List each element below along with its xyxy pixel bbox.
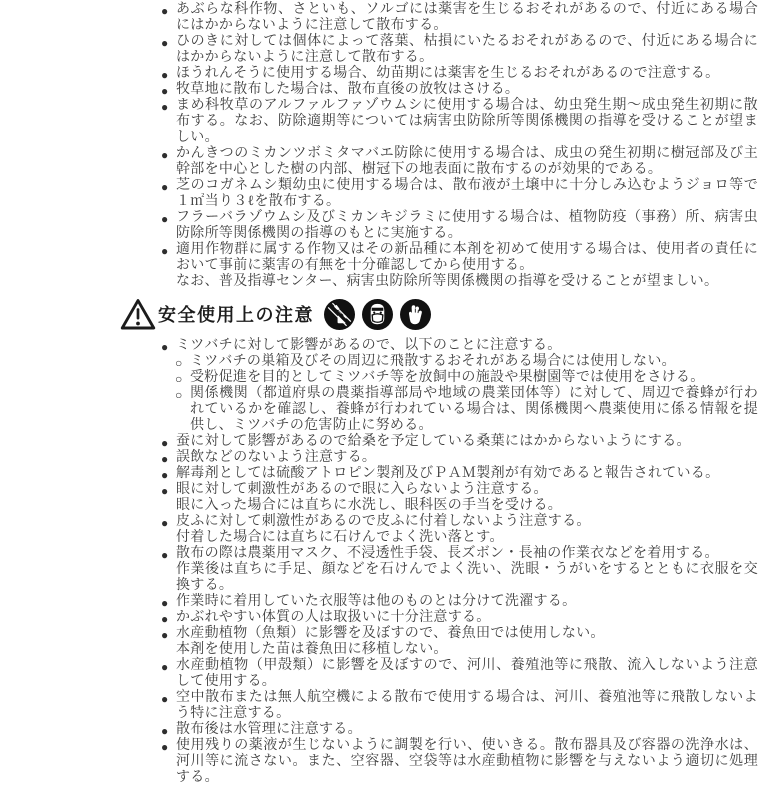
safety-heading [120,295,784,333]
note-text: 誤飲などのないよう注意する。 [176,450,758,466]
filled-bullet-marker: ● [161,659,169,675]
note-text: 皮ふに対して刺激性があるので皮ふに付着しないよう注意する。 [176,514,758,530]
note-text: 散布の際は農薬用マスク、不浸透性手袋、長ズボン・長袖の作業衣などを着用する。 [176,546,758,562]
note-text: 空中散布または無人航空機による散布で使用する場合は、河川、養殖池等に飛散しないよう特に注意する。 [176,690,758,722]
note-item [162,98,758,146]
filled-bullet-marker: ● [161,99,169,115]
filled-bullet-marker: ● [161,467,169,483]
filled-bullet-marker: ● [161,451,169,467]
note-text: ひのきに対しては個体によって落葉、枯損にいたるおそれがあるので、付近にある場合にはかからないように注意して散布する。 [176,34,758,66]
wear-gloves-icon [400,299,431,330]
filled-bullet-marker: ● [161,35,169,51]
safety-heading-title: 安全使用上の注意 [158,301,314,327]
note-item [162,338,758,354]
note-text: まめ科牧草のアルファルファゾウムシに使用する場合は、幼虫発生期〜成虫発生初期に散布する。なお、防除適期等については病害虫防除所等関係機関の指導を受けることが望ましい。 [176,98,758,146]
note-text: 眼に入った場合には直ちに水洗し、眼科医の手当を受ける。 [176,498,758,514]
filled-bullet-marker: ● [161,339,169,355]
warning-triangle-icon [120,298,156,331]
filled-bullet-marker: ● [161,67,169,83]
open-bullet-marker: ○ [175,387,183,403]
filled-bullet-marker: ● [161,83,169,99]
note-item [162,82,758,98]
note-item [162,34,758,66]
note-text: あぶらな科作物、さといも、ソルゴには薬害を生じるおそれがあるので、付近にある場合にはかからないように注意して散布する。 [176,2,758,34]
note-item [162,178,758,210]
note-text: フラーバラゾウムシ及びミカンキジラミに使用する場合は、植物防疫（事務）所、病害虫防除所等関係機関の指導のもとに実施する。 [176,210,758,242]
note-text: 作業時に着用していた衣服等は他のものとは分けて洗濯する。 [176,594,758,610]
note-text: 受粉促進を目的としてミツバチ等を放飼中の施設や果樹園等では使用をさける。 [190,370,758,386]
filled-bullet-marker: ● [161,179,169,195]
open-bullet-marker: ○ [175,371,183,387]
note-text: 牧草地に散布した場合は、散布直後の放牧はさける。 [176,82,758,98]
note-text: 芝のコガネムシ類幼虫に使用する場合は、散布液が土壌中に十分しみ込むようジョロ等で１㎡当り３ℓを散布する。 [176,178,758,210]
note-text: 付着した場合には直ちに石けんでよく洗い落とす。 [176,530,758,546]
note-text: 使用残りの薬液が生じないように調製を行い、使いきる。散布器具及び容器の洗浄水は、河川等に流さない。また、空容器、空袋等は水産動植物に影響を与えないよう適切に処理する。 [176,738,758,786]
note-text: ミツバチの巣箱及びその周辺に飛散するおそれがある場合には使用しない。 [190,354,758,370]
note-text: かんきつのミカンツボミタマバエ防除に使用する場合は、成虫の発生初期に樹冠部及び主幹部を中心とした樹の内部、樹冠下の地表面に散布するのが効果的である。 [176,146,758,178]
filled-bullet-marker: ● [161,739,169,755]
note-text: 水産動植物（甲殻類）に影響を及ぼすので、河川、養殖池等に飛散、流入しないよう注意して使用する。 [176,658,758,690]
open-bullet-marker: ○ [175,355,183,371]
filled-bullet-marker: ● [161,611,169,627]
note-text: 解毒剤としては硫酸アトロピン製剤及びＰＡＭ製剤が有効であると報告されている。 [176,466,758,482]
note-item [162,210,758,242]
filled-bullet-marker: ● [161,515,169,531]
pre-heading-notes-list [162,0,758,290]
note-text: なお、普及指導センター、病害虫防除所等関係機関の指導を受けることが望ましい。 [176,274,758,290]
note-item [162,690,758,722]
note-text: かぶれやすい体質の人は取扱いに十分注意する。 [176,610,758,626]
filled-bullet-marker: ● [161,547,169,563]
filled-bullet-marker: ● [161,627,169,643]
note-text: ミツバチに対して影響があるので、以下のことに注意する。 [176,338,758,354]
filled-bullet-marker: ● [161,243,169,259]
filled-bullet-marker: ● [161,723,169,739]
note-item [176,354,758,370]
note-item [162,66,758,82]
note-item [162,594,758,610]
note-item [162,546,758,594]
note-item [162,610,758,626]
note-item [176,370,758,386]
note-item [162,738,758,786]
note-text: 適用作物群に属する作物又はその新品種に本剤を初めて使用する場合は、使用者の責任において事前に薬害の有無を十分確認してから使用する。 [176,242,758,274]
filled-bullet-marker: ● [161,147,169,163]
note-item [162,434,758,450]
filled-bullet-marker: ● [161,483,169,499]
note-text: ほうれんそうに使用する場合、幼苗期には薬害を生じるおそれがあるので注意する。 [176,66,758,82]
note-item [162,2,758,34]
safety-notes-list [162,338,758,786]
note-item [162,242,758,290]
note-item [162,466,758,482]
filled-bullet-marker: ● [161,595,169,611]
filled-bullet-marker: ● [161,691,169,707]
note-text: 水産動植物（魚類）に影響を及ぼすので、養魚田では使用しない。 [176,626,758,642]
note-text: 蚕に対して影響があるので給桑を予定している桑葉にはかからないようにする。 [176,434,758,450]
note-text: 関係機関（都道府県の農薬指導部局や地域の農業団体等）に対して、周辺で養蜂が行われているかを確認し、養蜂が行われている場合は、関係機関へ農薬使用に係る情報を提供し、ミツバチの危害防止に努める。 [190,386,758,434]
note-text: 散布後は水管理に注意する。 [176,722,758,738]
note-item [162,722,758,738]
note-text: 本剤を使用した苗は養魚田に移植しない。 [176,642,758,658]
note-item [162,514,758,546]
note-item [162,658,758,690]
note-item [162,482,758,514]
filled-bullet-marker: ● [161,3,169,19]
note-text: 眼に対して刺激性があるので眼に入らないよう注意する。 [176,482,758,498]
filled-bullet-marker: ● [161,211,169,227]
note-item [176,386,758,434]
filled-bullet-marker: ● [161,435,169,451]
note-item [162,626,758,658]
no-drinking-icon [324,299,355,330]
note-item [162,450,758,466]
note-text: 作業後は直ちに手足、顔などを石けんでよく洗い、洗眼・うがいをするとともに衣服を交換する。 [176,562,758,594]
note-item [162,146,758,178]
wear-mask-icon [362,299,393,330]
